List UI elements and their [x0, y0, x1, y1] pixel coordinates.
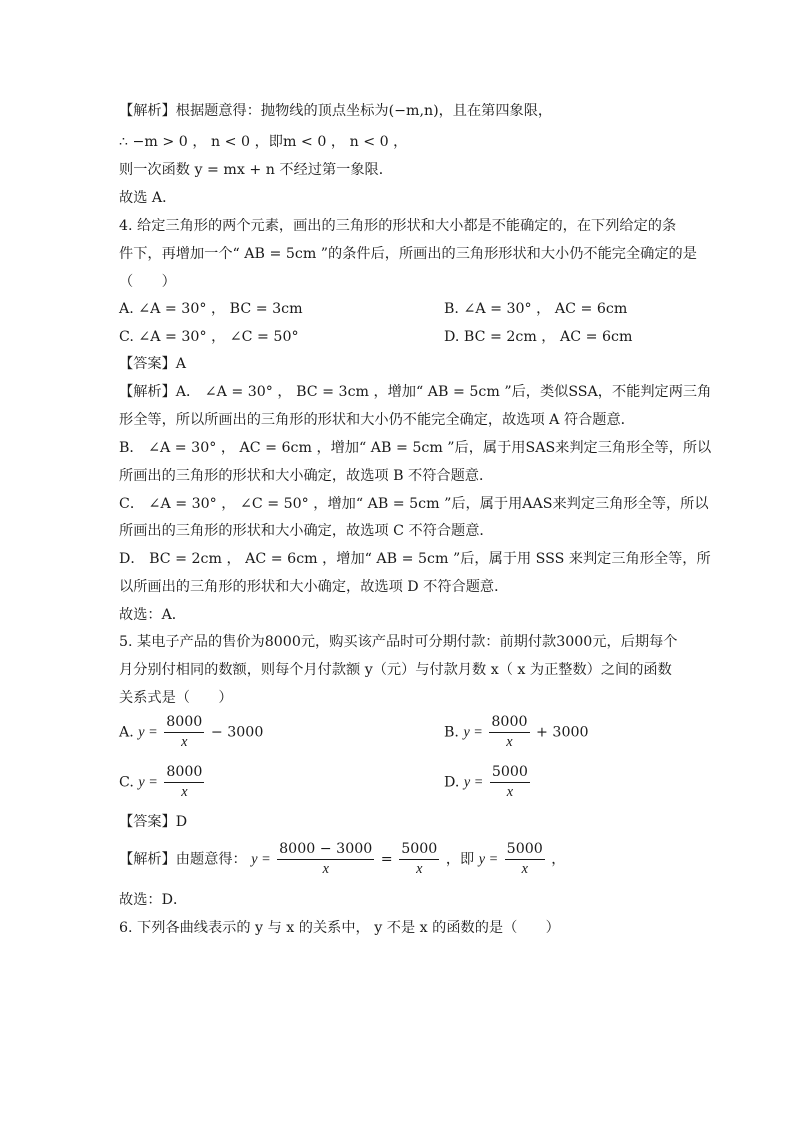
fraction	[164, 713, 204, 752]
fraction-denominator: x	[181, 734, 188, 750]
option-lhs: y =	[463, 724, 483, 741]
option-tail: + 3000	[536, 724, 589, 741]
fraction-numerator: 5000	[399, 840, 439, 860]
fraction	[490, 763, 530, 802]
fraction-denominator: x	[416, 861, 423, 877]
fraction-numerator: 8000	[164, 763, 204, 783]
question-6-stem: 6. 下列各曲线表示的 y 与 x 的关系中， y 不是 x 的函数的是（ ）	[119, 920, 560, 936]
option-tail: − 3000	[210, 724, 264, 741]
solution-q3-line-1: 【解析】根据题意得：抛物线的顶点坐标为(−m,n)，且在第四象限，	[119, 103, 553, 119]
q4-solution-line-3: B． ∠A = 30° ， AC = 6cm ，增加“ AB = 5cm ”后，属于用SAS来判定三角形全等，所以	[119, 440, 712, 456]
option-label: D.	[444, 774, 460, 791]
option-label: B.	[444, 724, 459, 741]
solution-lead: 【解析】由题意得：	[119, 851, 247, 868]
q4-option-a: A. ∠A = 30° ， BC = 3cm	[119, 301, 303, 317]
solution-tail: ，	[551, 851, 566, 868]
solution-connector: ，即	[445, 851, 475, 868]
option-label: C.	[119, 774, 134, 791]
option-lhs: y =	[138, 774, 158, 791]
q4-solution-line-8: 以所画出的三角形的形状和大小确定，故选项 D 不符合题意．	[119, 579, 509, 595]
q5-solution-choice: 故选：D．	[119, 892, 188, 908]
fraction	[277, 840, 374, 879]
solution-lhs: y =	[251, 851, 271, 868]
q5-solution	[119, 840, 566, 879]
q5-option-b	[444, 713, 589, 752]
fraction-denominator: x	[506, 784, 514, 800]
q4-solution-choice: 故选：A．	[119, 607, 186, 623]
fraction-denominator: x	[521, 861, 528, 877]
option-lhs: y =	[138, 724, 158, 741]
fraction-numerator: 5000	[490, 763, 530, 783]
q5-option-a	[119, 713, 263, 752]
solution-q3-line-3: 则一次函数 y = mx + n 不经过第一象限．	[119, 162, 393, 178]
solution-lhs-2: y =	[478, 851, 499, 868]
option-label: A.	[119, 724, 134, 741]
fraction-denominator: x	[506, 734, 513, 750]
question-4-stem-line-2: 件下，再增加一个“ AB = 5cm ”的条件后，所画出的三角形形状和大小仍不能完全确定的是	[119, 246, 697, 262]
option-lhs: y =	[463, 774, 484, 791]
fraction-denominator: x	[181, 784, 188, 800]
q5-option-d	[444, 763, 532, 802]
fraction-numerator: 5000	[505, 840, 545, 860]
question-5-stem-line-1: 5. 某电子产品的售价为8000元，购买该产品时可分期付款：前期付款3000元，后期每个	[119, 634, 678, 650]
fraction-numerator: 8000	[489, 713, 529, 733]
q4-option-c: C. ∠A = 30° ， ∠C = 50°	[119, 329, 299, 345]
q4-option-b: B. ∠A = 30° ， AC = 6cm	[444, 301, 628, 317]
question-5-stem-line-3: 关系式是（ ）	[119, 690, 233, 706]
q5-answer: 【答案】D	[119, 814, 188, 830]
equals-sign: =	[380, 851, 393, 868]
q5-option-c	[119, 763, 206, 802]
fraction	[399, 840, 439, 879]
fraction-numerator: 8000	[164, 713, 204, 733]
fraction-numerator: 8000 − 3000	[277, 840, 374, 860]
q4-option-d: D. BC = 2cm ， AC = 6cm	[444, 329, 633, 345]
fraction	[489, 713, 529, 752]
q4-solution-line-7: D． BC = 2cm ， AC = 6cm ，增加“ AB = 5cm ”后，属于用 SSS 来判定三角形全等，所	[119, 551, 711, 567]
q4-solution-line-6: 所画出的三角形的形状和大小确定，故选项 C 不符合题意．	[119, 523, 494, 539]
q4-answer: 【答案】A	[119, 356, 186, 372]
q4-solution-line-5: C． ∠A = 30° ， ∠C = 50° ，增加“ AB = 5cm ”后，属于用AAS来判定三角形全等，所以	[119, 496, 709, 512]
solution-q3-choice: 故选 A．	[119, 190, 177, 206]
fraction-denominator: x	[322, 861, 329, 877]
q4-solution-line-4: 所画出的三角形的形状和大小确定，故选项 B 不符合题意．	[119, 468, 494, 484]
question-5-stem-line-2: 月分别付相同的数额，则每个月付款额 y（元）与付款月数 x（ x 为正整数）之间的函数	[119, 662, 672, 678]
q4-solution-line-1: 【解析】A． ∠A = 30° ， BC = 3cm ，增加“ AB = 5cm ”后，类似SSA，不能判定两三角	[119, 384, 712, 400]
q4-solution-line-2: 形全等，所以所画出的三角形的形状和大小仍不能完全确定，故选项 A 符合题意．	[119, 412, 635, 428]
question-4-stem-line-1: 4. 给定三角形的两个元素，画出的三角形的形状和大小都是不能确定的，在下列给定的条	[119, 218, 677, 234]
solution-q3-line-2: ∴ −m > 0 ， n < 0 ，即m < 0 ， n < 0 ，	[119, 134, 408, 150]
fraction	[164, 763, 204, 802]
question-4-blank: （ ）	[119, 274, 176, 290]
fraction	[505, 840, 545, 879]
